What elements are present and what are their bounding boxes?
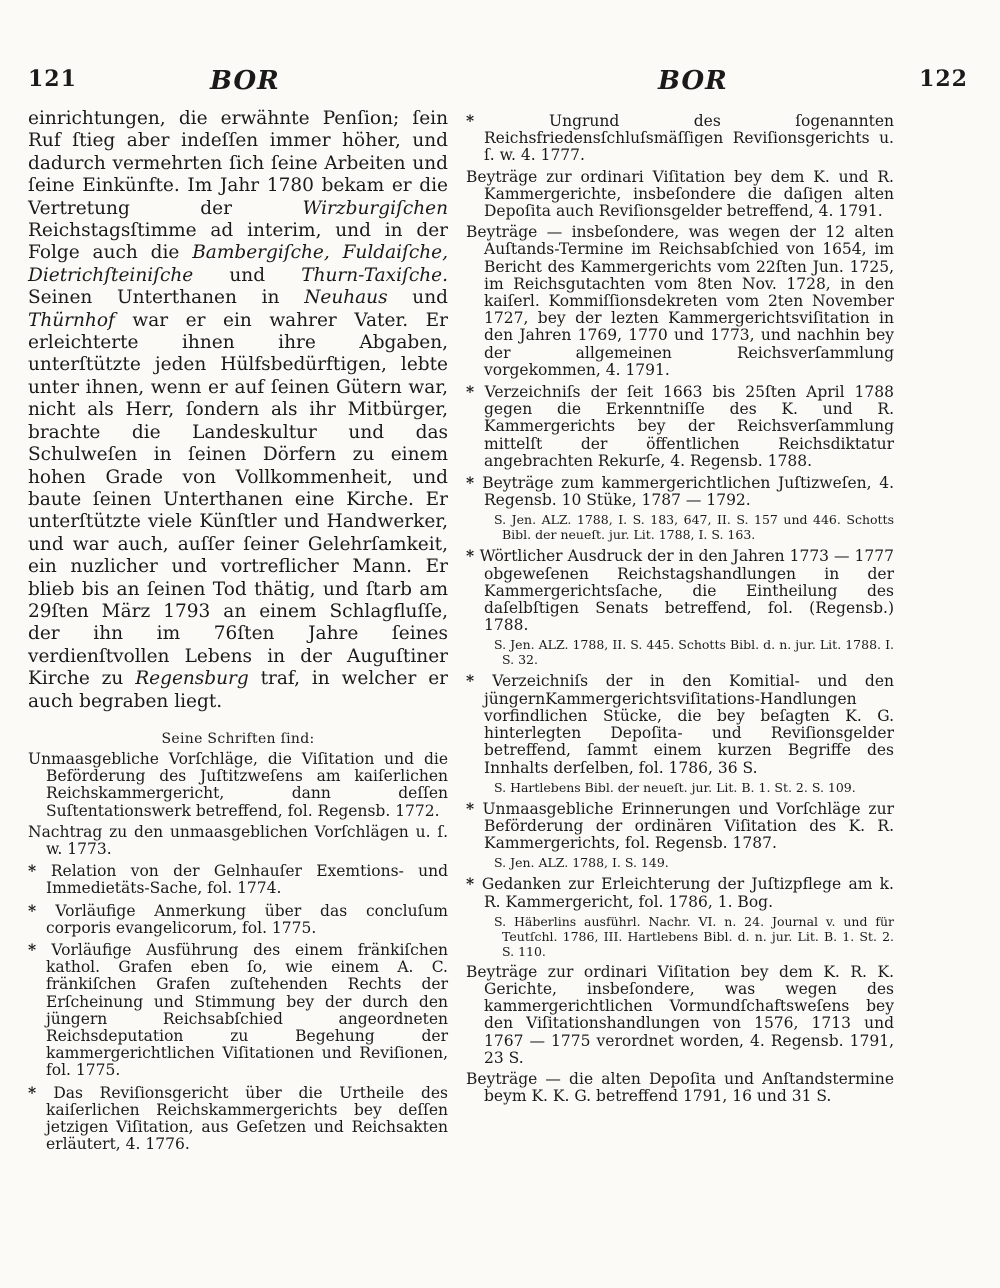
bibliography-entry: * Relation von der Gelnhauſer Exemtions- und Immedietäts-Sache, fol. 1774. [28,862,448,897]
bibliography-entry: * Gedanken zur Erleichterung der Juſtizpflege am k. R. Kammergericht, fol. 1786, 1. Bog. [466,875,894,910]
right-column [466,108,894,1105]
page-number-right: 122 [919,66,968,92]
bibliography-entry: * Vorläufige Ausführung des einem fränkiſchen kathol. Grafen eben ſo, wie einem A. C. fränkiſchen Grafen zuſtehenden Rechts der Erſcheinung und Stimmung bey der durch den jüngern Reichsabſchied angeordneten Reichsdeputation zu Begehung der kammergerichtlichen Viſitationen und Reviſionen, fol. 1775. [28,941,448,1080]
reference-note: S. Jen. ALZ. 1788, I. S. 149. [494,855,669,871]
bibliography-entry: * Unmaasgebliche Erinnerungen und Vorſchläge zur Beförderung der ordinären Viſitation des K. R. Kammergerichts, fol. Regensb. 1787. [466,800,894,853]
running-title-right: BOR [658,66,728,96]
left-column [28,108,448,1153]
running-title-left: BOR [210,66,280,96]
bibliography-entry: Beyträge zur ordinari Viſitation bey dem K. R. K. Gerichte, insbeſondere, was wegen des kammergerichtlichen Vormundſchaftsweſens bey den Viſitationshandlungen von 1576, 1713 und 1767 — 1775 verordnet worden, 4. Regensb. 1791, 23 S. [466,962,894,1067]
reference-note: S. Häberlins ausführl. Nachr. VI. n. 24. Journal v. und für Teutſchl. 1786, III. Hartlebens Bibl. d. n. jur. Lit. B. 1. St. 2. S. 110. [494,913,894,959]
section-title: Seine Schriften ſind: [161,730,315,747]
bibliography-entry: Beyträge — die alten Depoſita und Anſtandstermine beym K. K. G. betreffend 1791, 16 und 31 S. [466,1069,894,1106]
bibliography-entry: * Verzeichniſs der ſeit 1663 bis 25ſten April 1788 gegen die Erkenntniſſe des K. und R. Kammergerichts bey der Reichsverſammlung mittelſt der öffentlichen Reichsdiktatur angebrachten Rekurſe, 4. Regensb. 1788. [466,383,894,470]
bibliography-entry: Beyträge — insbeſondere, was wegen der 12 alten Auſtands-Termine im Reichsabſchied von 1654, im Bericht des Kammergerichts vom 22ſten Jun. 1725, im Reichsgutachten vom 8ten Nov. 1728, in den kaiſerl. Kommiſſionsdekreten vom 2ten November 1727, bey der lezten Kammergerichtsviſitation in den Jahren 1769, 1770 und 1773, und nachhin bey der allgemeinen Reichsverſammlung vorgekommen, 4. 1791. [466,223,894,379]
bibliography-entry: * Verzeichniſs der in den Komitial- und den jüngernKammergerichtsviſitations-Handlungen vorfindlichen Stücke, die bey beſagten K. G. hinterlegten Depoſita- und Reviſionsgelder betreffend, ſammt einem kurzen Begriffe des Innhalts derſelben, fol. 1786, 36 S. [466,672,894,776]
biography-paragraph: einrichtungen, die erwähnte Penſion; ſein Ruf ſtieg aber indeſſen immer höher, und dadurch vermehrten ſich ſeine Arbeiten und ſeine Einkünfte. Im Jahr 1780 bekam er die Vertretung der Wirzburgiſchen Reichstagsſtimme ad interim, und in der Folge auch die Bambergiſche, Fuldaiſche, Dietrichſteiniſche und Thurn-Taxiſche. Seinen Unterthanen in Neuhaus und Thürnhof war er ein wahrer Vater. Er erleichterte ihnen ihre Abgaben, unterſtützte jeden Hülfsbedürftigen, lebte unter ihnen, wenn er auf ſeinen Gütern war, nicht als Herr, ſondern als ihr Mitbürger, brachte die Landeskultur und das Schulweſen in ſeinen Dörfern zu einem hohen Grade von Vollkommenheit, und baute ſeinen Unterthanen eine Kirche. Er unterſtützte viele Künſtler und Handwerker, und war auch, auſſer ſeiner Gelehrſamkeit, ein nuzlicher und vortreflicher Mann. Er blieb bis an ſeinen Tod thätig, und ſtarb am 29ſten März 1793 an einem Schlagfluſſe, der ihn im 76ſten Jahre ſeines verdienſtvollen Lebens in der Auguſtiner Kirche zu Regensburg traf, in welcher er auch begraben liegt. [28,108,448,712]
bibliography-entry: * Beyträge zum kammergerichtlichen Juſtizweſen, 4. Regensb. 10 Stüke, 1787 — 1792. [466,474,894,509]
reference-note: S. Jen. ALZ. 1788, I. S. 183, 647, II. S. 157 und 446. Schotts Bibl. der neueſt. jur. Lit. 1788, I. S. 163. [494,512,894,543]
bibliography-entry: Unmaasgebliche Vorſchläge, die Viſitation und die Beförderung des Juſtitzweſens am kaiſerlichen Reichskammergericht, dann deſſen Suſtentationswerk betreffend, fol. Regensb. 1772. [28,749,448,820]
page-header [28,66,968,100]
bibliography-entry: Nachtrag zu den unmaasgeblichen Vorſchlägen u. ſ. w. 1773. [28,822,448,858]
bibliography-entry: * Vorläufige Anmerkung über das concluſum corporis evangelicorum, fol. 1775. [28,902,448,937]
reference-note: S. Jen. ALZ. 1788, II. S. 445. Schotts Bibl. d. n. jur. Lit. 1788. I. S. 32. [494,637,894,668]
reference-note: S. Hartlebens Bibl. der neueſt. jur. Lit. B. 1. St. 2. S. 109. [494,779,856,795]
bibliography-entry: Beyträge zur ordinari Viſitation bey dem K. und R. Kammergerichte, insbeſondere die daſigen alten Depoſita auch Reviſionsgelder betreffend, 4. 1791. [466,167,894,221]
page-number-left: 121 [28,66,77,92]
bibliography-entry: * Ungrund des ſogenannten Reichsfriedensſchluſsmäſſigen Reviſionsgerichts u. ſ. w. 4. 1777. [466,112,894,165]
bibliography-entry: * Das Reviſionsgericht über die Urtheile des kaiſerlichen Reichskammergerichts bey deſſen jetzigen Viſitation, aus Geſetzen und Reichsakten erläutert, 4. 1776. [28,1084,448,1154]
bibliography-entry: * Wörtlicher Ausdruck der in den Jahren 1773 — 1777 obgeweſenen Reichstagshandlungen in der Kammergerichtsſache, die Eintheilung des daſelbſtigen Senats betreffend, fol. (Regensb.) 1788. [466,547,894,634]
